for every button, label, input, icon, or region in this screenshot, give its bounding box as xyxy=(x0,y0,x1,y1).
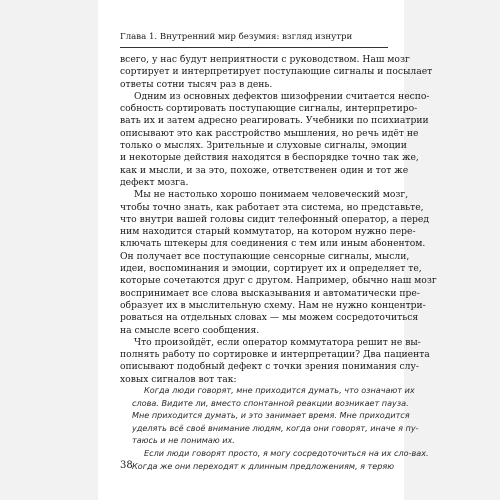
text-line: и некоторые действия находятся в беспорядке точно так же, xyxy=(120,152,419,164)
quote-line: Мне приходится думать, и это занимает время. Мне приходится xyxy=(132,410,410,421)
quote-line: Если люди говорят просто, я могу сосредоточиться на их сло-вах. xyxy=(144,447,429,458)
book-page xyxy=(98,0,437,500)
text-line: вать их и затем адресно реагировать. Учебники по психиатрии xyxy=(120,115,429,127)
quote-line: уделять всё своё внимание людям, когда они говорят, иначе я пу- xyxy=(132,422,419,433)
text-line: образует их в мыслительную схему. Нам не нужно концентри- xyxy=(120,299,426,311)
text-line: ховых сигналов вот так: xyxy=(120,373,237,385)
text-line: описывают это как расстройство мышления, но речь идёт не xyxy=(120,127,419,139)
text-line: Мы не настолько хорошо понимаем человеческий мозг, xyxy=(134,189,409,201)
paragraph xyxy=(120,336,430,386)
text-line: Что произойдёт, если оператор коммутатора решит не вы- xyxy=(134,336,421,348)
paragraph xyxy=(120,90,430,189)
text-line: Он получает все поступающие сенсорные сигналы, мысли, xyxy=(120,250,410,262)
text-line: всего, у нас будут неприятности с руководством. Наш мозг xyxy=(120,54,410,65)
text-line: ним находится старый коммутатор, на котором нужно пере- xyxy=(120,226,416,238)
patient-quote xyxy=(132,384,429,472)
text-line: Одним из основных дефектов шизофрении считается неспо- xyxy=(134,90,430,102)
running-head: Глава 1. Внутренний мир безумия: взгляд изнутри xyxy=(120,32,353,42)
text-line: которые сочетаются друг с другом. Например, обычно наш мозг xyxy=(120,275,437,287)
text-line: чтобы точно знать, как работает эта система, но представьте, xyxy=(120,201,424,213)
quote-line: слова. Видите ли, вместо спонтанной реакции возникает пауза. xyxy=(132,397,409,408)
header-rule xyxy=(120,47,388,48)
text-line: только о мыслях. Зрительные и слуховые сигналы, эмоции xyxy=(120,140,407,152)
body-text xyxy=(120,54,437,386)
text-line: как и мысли, и за это, похоже, ответственен один и тот же xyxy=(120,164,409,176)
text-line: роваться на отдельных словах — мы можем сосредоточиться xyxy=(120,312,419,324)
quote-line: таюсь и не понимаю их. xyxy=(132,435,235,446)
text-line: воспринимает все слова высказывания и автоматически пре- xyxy=(120,287,420,299)
quote-line: Когда люди говорят, мне приходится думать, что означают их xyxy=(144,385,415,395)
text-line: на смысле всего сообщения. xyxy=(120,324,260,336)
page-number: 38 xyxy=(120,460,133,471)
paragraph xyxy=(120,54,433,91)
paragraph xyxy=(120,189,437,337)
text-line: описывают подобный дефект с точки зрения понимания слу- xyxy=(120,361,420,373)
quote-line: Когда же они переходят к длинным предложениям, я теряю xyxy=(132,460,395,471)
text-line: ключать штекеры для соединения с тем или иным абонентом. xyxy=(120,238,426,250)
text-line: полнять работу по сортировке и интерпретации? Два пациента xyxy=(120,349,430,361)
text-line: ответы сотни тысяч раз в день. xyxy=(120,78,273,90)
text-line: собность сортировать поступающие сигналы, интерпретиро- xyxy=(120,103,418,115)
text-line: идеи, воспоминания и эмоции, сортирует их и определяет те, xyxy=(120,263,422,275)
text-line: что внутри вашей головы сидит телефонный оператор, а перед xyxy=(120,213,430,225)
text-line: сортирует и интерпретирует поступающие сигналы и посылает xyxy=(120,66,433,78)
text-line: дефект мозга. xyxy=(120,176,189,188)
